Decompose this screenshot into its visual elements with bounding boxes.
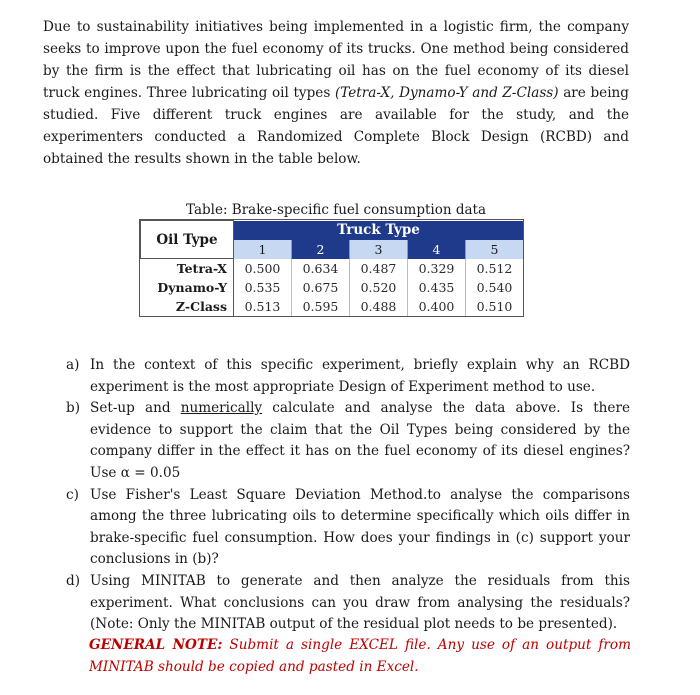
table-cell: 0.513 bbox=[234, 297, 292, 316]
underlined-word: numerically bbox=[180, 400, 263, 417]
table-cell: 0.540 bbox=[466, 278, 524, 297]
oil-types-italic: (Tetra-X, Dynamo-Y and Z-Class) bbox=[334, 85, 559, 101]
table-cell: 0.500 bbox=[234, 259, 292, 279]
table-cell: 0.595 bbox=[292, 297, 350, 316]
column-header: 2 bbox=[292, 240, 350, 259]
question-label: c) bbox=[66, 486, 79, 503]
row-label: Tetra-X bbox=[141, 259, 234, 279]
question-c bbox=[66, 485, 630, 571]
table-row bbox=[141, 278, 524, 297]
fuel-consumption-table bbox=[140, 220, 523, 316]
question-list bbox=[66, 355, 630, 636]
question-text: In the context of this specific experiment, briefly explain why an RCBD experiment is the most appropriate Design of Experiment method to use. bbox=[90, 357, 630, 395]
note-heading: GENERAL NOTE: bbox=[89, 637, 223, 653]
intro-paragraph bbox=[43, 16, 629, 170]
general-note bbox=[89, 634, 631, 678]
question-text: Using MINITAB to generate and then analyze the residuals from this experiment. What conclusions can you draw from analysing the residuals? (Note: Only the MINITAB output of the residual plot needs to be presented). bbox=[90, 572, 630, 633]
row-label: Z-Class bbox=[141, 297, 234, 316]
table-cell: 0.535 bbox=[234, 278, 292, 297]
question-text: Use Fisher's Least Square Deviation Method.to analyse the comparisons among the three lubricating oils to determine specifically which oils differ in brake-specific fuel consumption. How does your findings in (c) support your conclusions in (b)? bbox=[90, 486, 630, 568]
intro-text-2: are being studied. Five different truck engines are available for the study, and the experimenters conducted a Randomized Complete Block Design (RCBD) and obtained the results shown in the table below. bbox=[43, 85, 630, 167]
column-header: 1 bbox=[234, 240, 292, 259]
table-cell: 0.520 bbox=[350, 278, 408, 297]
note-text: Submit a single EXCEL file. Any use of an output from MINITAB should be copied and pasted in Excel. bbox=[89, 637, 631, 675]
column-header: 4 bbox=[408, 240, 466, 259]
table-cell: 0.435 bbox=[408, 278, 466, 297]
table-cell: 0.488 bbox=[350, 297, 408, 316]
column-header: 3 bbox=[350, 240, 408, 259]
table-cell: 0.400 bbox=[408, 297, 466, 316]
question-label: b) bbox=[66, 400, 81, 417]
question-a bbox=[66, 355, 630, 398]
question-text bbox=[90, 398, 630, 484]
question-label: a) bbox=[66, 357, 80, 373]
table-cell: 0.510 bbox=[466, 297, 524, 316]
question-b bbox=[66, 398, 630, 484]
table-cell: 0.675 bbox=[292, 278, 350, 297]
question-b-post: calculate and analyse the data above. Is there evidence to support the claim that the Oil Types being considered by the company differ in the effect it has on the fuel economy of its diesel engines? Use α = 0.05 bbox=[90, 400, 631, 481]
question-label: d) bbox=[66, 572, 81, 589]
table-row bbox=[141, 297, 524, 316]
question-b-pre: Set-up and bbox=[90, 400, 181, 417]
table-caption: Table: Brake-specific fuel consumption data bbox=[186, 202, 486, 218]
table-cell: 0.512 bbox=[466, 259, 524, 279]
table-cell: 0.634 bbox=[292, 259, 350, 279]
table-cell: 0.329 bbox=[408, 259, 466, 279]
truck-type-header: Truck Type bbox=[234, 221, 524, 240]
table-row bbox=[141, 259, 524, 279]
oil-type-header: Oil Type bbox=[141, 221, 234, 259]
intro-text-1: Due to sustainability initiatives being implemented in a logistic firm, the company seeks to improve upon the fuel economy of its trucks. One method being considered by the firm is the effect that lubricating oil has on the fuel economy of its diesel truck engines. Three lubricating oil types bbox=[43, 19, 629, 101]
row-label: Dynamo-Y bbox=[141, 278, 234, 297]
column-header: 5 bbox=[466, 240, 524, 259]
question-d bbox=[66, 571, 630, 636]
table-cell: 0.487 bbox=[350, 259, 408, 279]
